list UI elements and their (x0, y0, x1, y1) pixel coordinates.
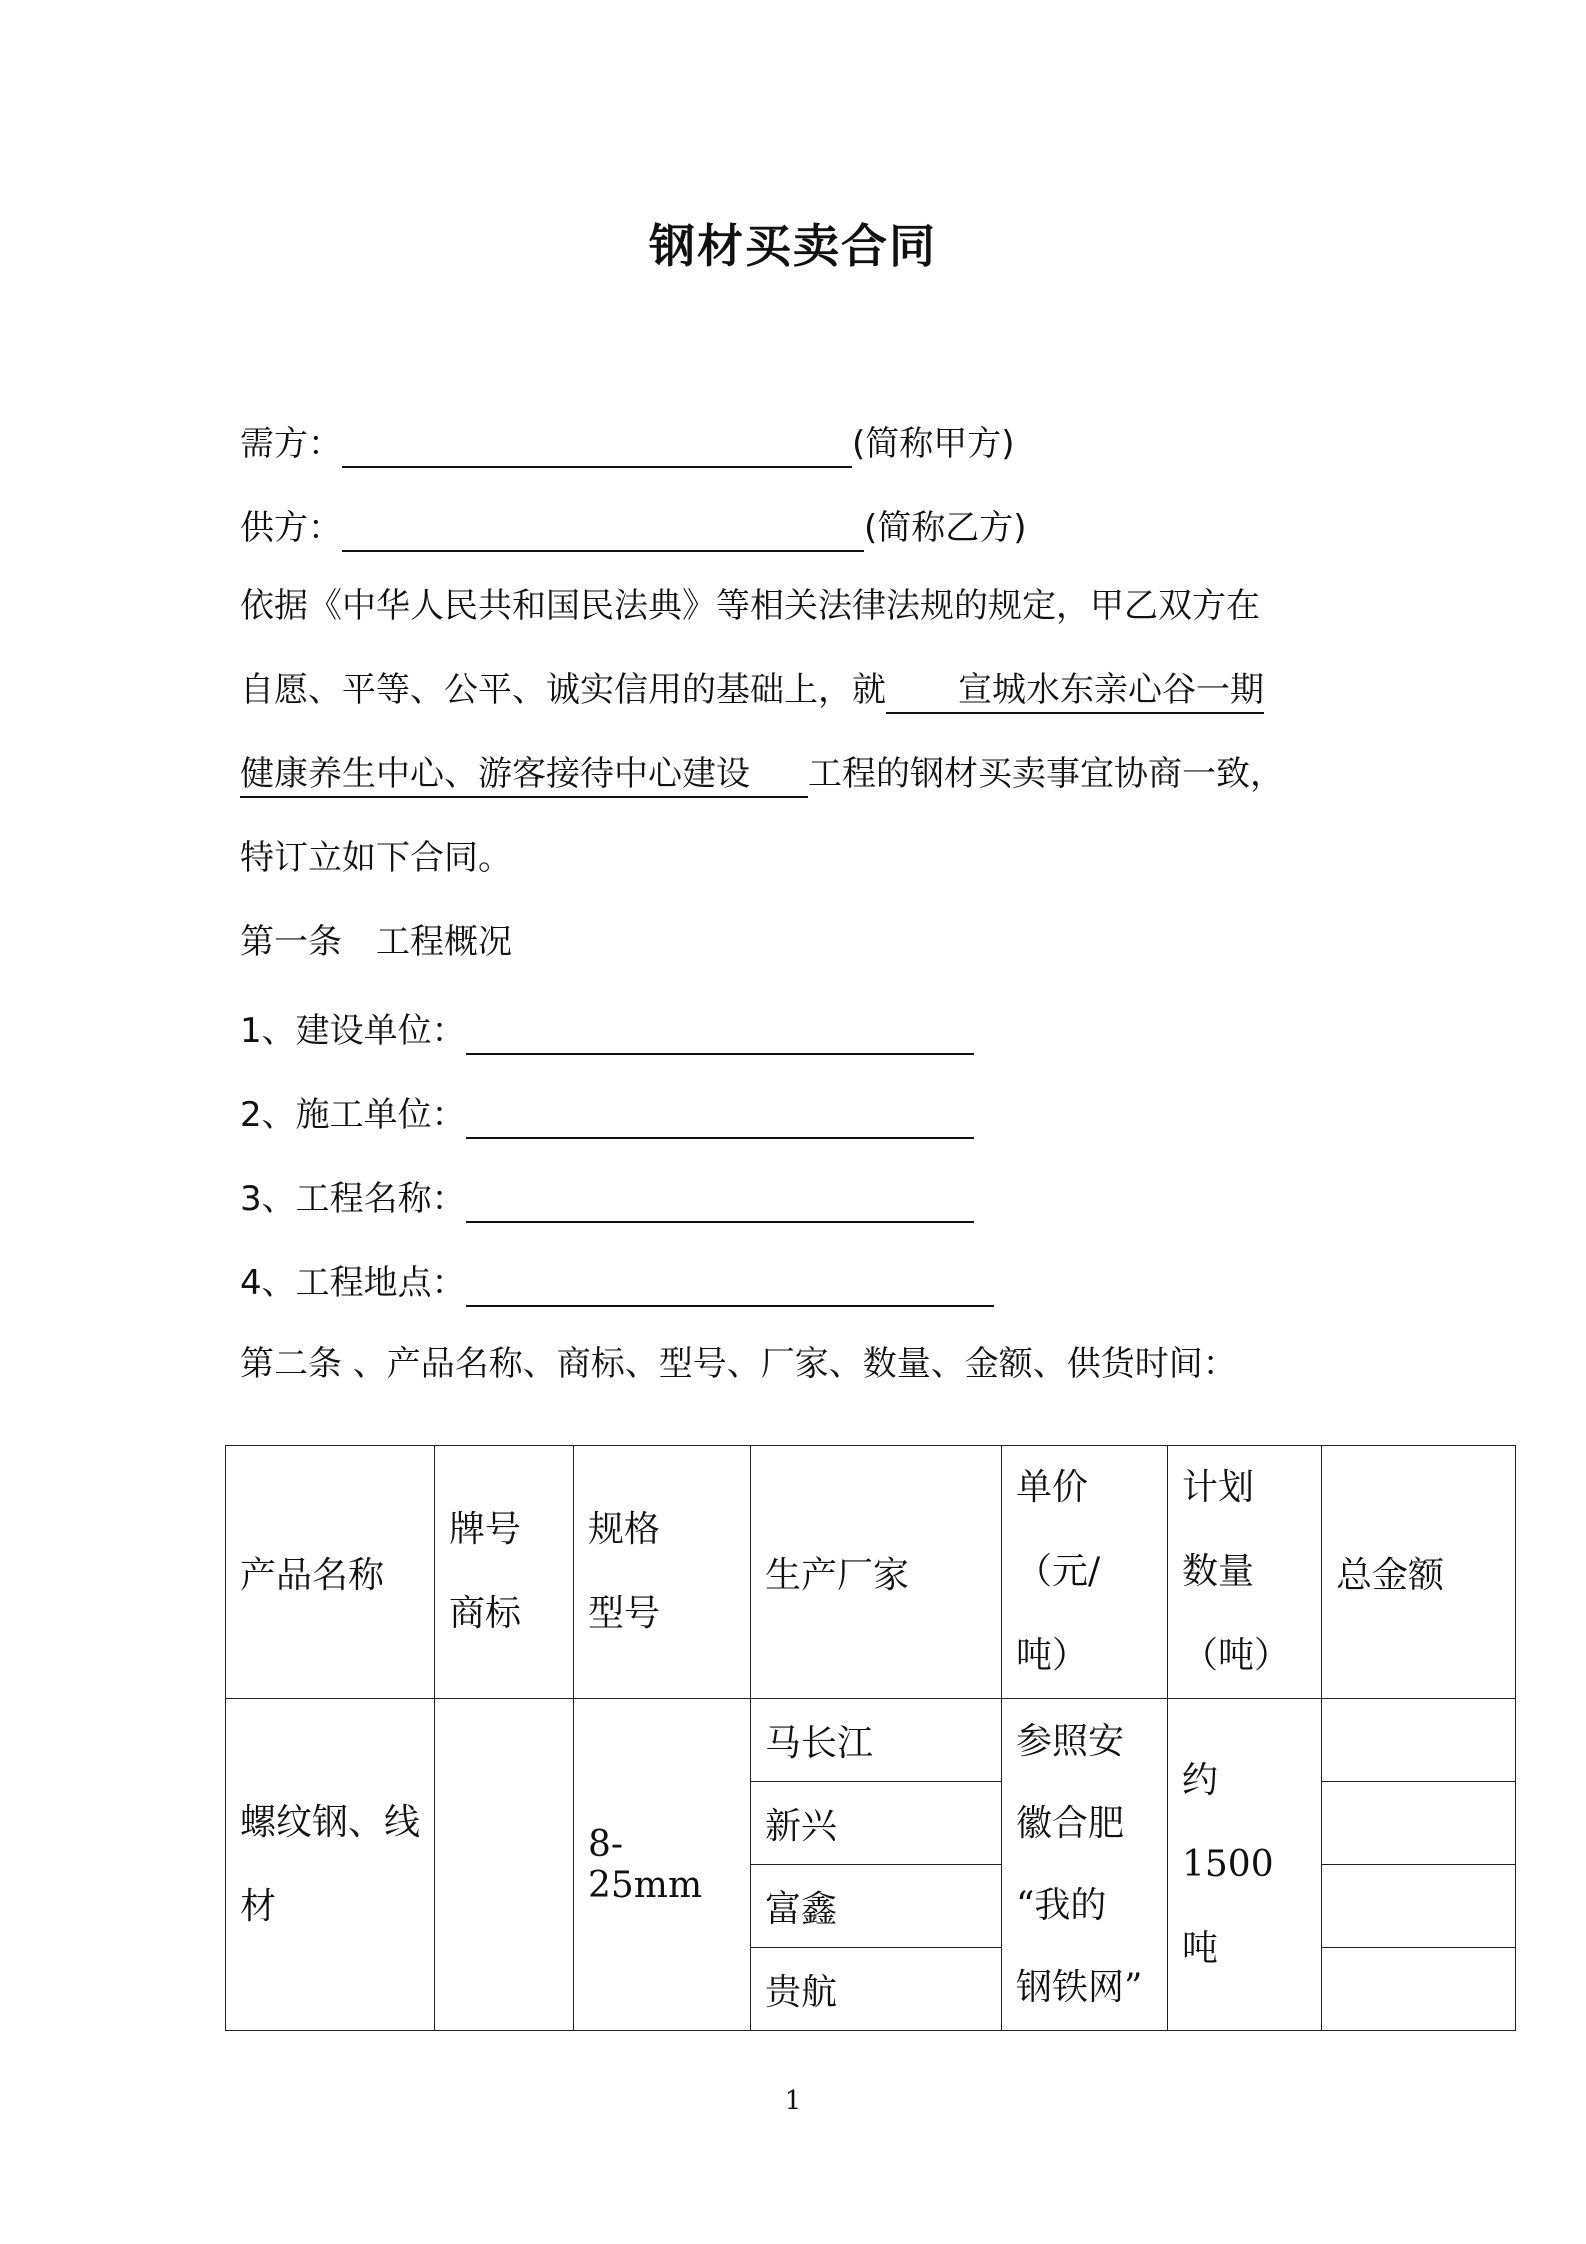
para-line-3-text: 工程的钢材买卖事宜协商一致， (808, 754, 1284, 794)
item-project-name (240, 1175, 974, 1223)
header-quantity: 计划 数量 （吨） (1168, 1446, 1322, 1699)
project-name-fill-1: 宣城水东亲心谷一期 (886, 670, 1264, 714)
document-title: 钢材买卖合同 (649, 219, 937, 273)
header-product: 产品名称 (226, 1446, 435, 1699)
cell-product: 螺纹钢、线 材 (226, 1699, 435, 2031)
table-row (226, 1699, 1516, 1782)
project-location-blank[interactable] (466, 1261, 994, 1307)
item-label: 1、建设单位： (240, 1011, 466, 1051)
item-builder-unit (240, 1091, 974, 1139)
cell-brand[interactable] (435, 1699, 574, 2031)
item-label: 3、工程名称： (240, 1179, 466, 1219)
cell-total[interactable] (1322, 1948, 1516, 2031)
cell-total[interactable] (1322, 1865, 1516, 1948)
seller-label: 供方： (240, 508, 342, 548)
buyer-label: 需方： (240, 424, 342, 464)
cell-spec: 8-25mm (574, 1699, 751, 2031)
header-maker: 生产厂家 (751, 1446, 1002, 1699)
para-line-4: 特订立如下合同。 (240, 838, 512, 878)
buyer-suffix: (简称甲方) (852, 424, 1015, 464)
cell-quantity: 约1500 吨 (1168, 1699, 1322, 2031)
cell-total[interactable] (1322, 1782, 1516, 1865)
para-line-2 (240, 666, 1264, 714)
seller-blank[interactable] (342, 506, 864, 552)
project-name-blank[interactable] (466, 1177, 974, 1223)
header-total: 总金额 (1322, 1446, 1516, 1699)
buyer-line (240, 420, 1015, 468)
para-line-2-text: 自愿、平等、公平、诚实信用的基础上，就 (240, 670, 886, 710)
header-unit-price: 单价 （元/ 吨） (1002, 1446, 1168, 1699)
cell-maker: 新兴 (751, 1782, 1002, 1865)
article-2-heading: 第二条 、产品名称、商标、型号、厂家、数量、金额、供货时间： (240, 1344, 1237, 1384)
seller-line (240, 504, 1027, 552)
header-brand: 牌号 商标 (435, 1446, 574, 1699)
para-line-3 (240, 750, 1284, 798)
item-project-location (240, 1259, 994, 1307)
cell-unit-price: 参照安 徽合肥 “我的 钢铁网” (1002, 1699, 1168, 2031)
goods-table (225, 1445, 1516, 2031)
item-label: 2、施工单位： (240, 1095, 466, 1135)
item-construction-unit (240, 1007, 974, 1055)
buyer-blank[interactable] (342, 422, 852, 468)
cell-total[interactable] (1322, 1699, 1516, 1782)
item-label: 4、工程地点： (240, 1263, 466, 1303)
builder-unit-blank[interactable] (466, 1093, 974, 1139)
seller-suffix: (简称乙方) (864, 508, 1027, 548)
table-header-row (226, 1446, 1516, 1699)
article-1-heading: 第一条 工程概况 (240, 922, 512, 962)
cell-maker: 富鑫 (751, 1865, 1002, 1948)
para-line-1: 依据《中华人民共和国民法典》等相关法律法规的规定，甲乙双方在 (240, 586, 1260, 626)
project-name-fill-2: 健康养生中心、游客接待中心建设 (240, 754, 808, 798)
header-spec: 规格 型号 (574, 1446, 751, 1699)
cell-maker: 马长江 (751, 1699, 1002, 1782)
cell-maker: 贵航 (751, 1948, 1002, 2031)
construction-unit-blank[interactable] (466, 1009, 974, 1055)
page-number: 1 (784, 2086, 802, 2116)
